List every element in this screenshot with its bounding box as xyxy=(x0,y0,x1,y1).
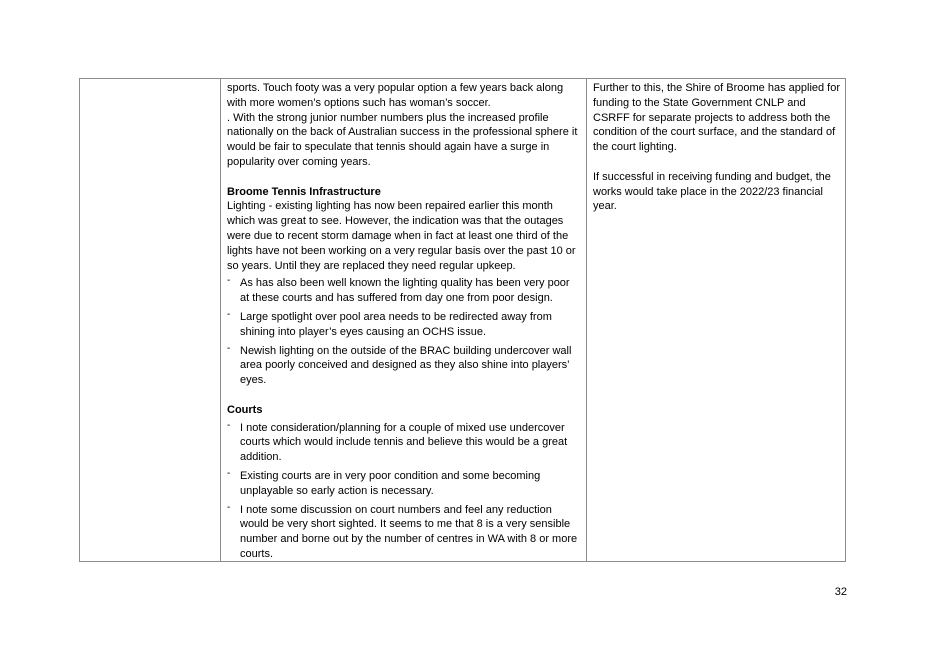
list-item: - I note some discussion on court numbers and feel any reduction would be very short sighted. It seems to me that 8 is a very sensible number and borne out by the number of centres in WA with 8 or more courts. xyxy=(227,501,578,560)
infrastructure-heading: Broome Tennis Infrastructure xyxy=(227,185,381,198)
courts-heading: Courts xyxy=(227,403,263,416)
response-paragraph-2: If successful in receiving funding and budget, the works would take place in the 2022/23 financial year. xyxy=(593,170,831,213)
list-item: - As has also been well known the lighting quality has been very poor at these courts and has suffered from day one from poor design. xyxy=(227,275,570,305)
intro-paragraph-1: sports. Touch footy was a very popular option a few years back along with more women’s options such has woman’s soccer. xyxy=(227,82,564,109)
submission-table-row xyxy=(79,78,846,562)
intro-paragraph-2: . With the strong junior number numbers plus the increased profile nationally on the back of Australian success in the professional sphere it would be fair to speculate that tennis should again have a surge in popularity over coming years. xyxy=(227,111,578,168)
lighting-paragraph: Lighting - existing lighting has now been repaired earlier this month which was great to see. However, the indication was that the outages were due to recent storm damage when in fact at least one third of the lights have not been working on a very regular basis over the past 10 or so years. Until they are replaced they need regular upkeep. xyxy=(227,200,576,272)
list-item: - I note consideration/planning for a couple of mixed use undercover courts which would include tennis and believe this would be a great addition. xyxy=(227,419,568,464)
bullet-dash-icon: - xyxy=(227,467,231,479)
paragraph-spacer xyxy=(593,155,841,170)
shire-response-cell xyxy=(587,79,845,561)
submitter-cell xyxy=(80,79,221,561)
bullet-dash-icon: - xyxy=(227,501,231,513)
page-number: 32 xyxy=(834,586,847,598)
list-item: - Existing courts are in very poor condition and some becoming unplayable so early action is necessary. xyxy=(227,467,541,497)
list-item: - Large spotlight over pool area needs to be redirected away from shining into player’s eyes causing an OCHS issue. xyxy=(227,308,552,338)
bullet-dash-icon: - xyxy=(227,308,231,320)
submission-comment-cell xyxy=(221,79,587,561)
list-item: - Newish lighting on the outside of the BRAC building undercover wall area poorly conceived and designed as they also shine into players’ eyes. xyxy=(227,342,572,387)
bullet-dash-icon: - xyxy=(227,419,231,431)
bullet-dash-icon: - xyxy=(227,275,231,287)
lighting-bullet-list xyxy=(227,276,581,388)
response-paragraph-1: Further to this, the Shire of Broome has applied for funding to the State Government CNLP and CSRFF for separate projects to address both the condition of the court surface, and the standard of the court lighting. xyxy=(593,82,841,154)
courts-bullet-list xyxy=(227,421,581,562)
bullet-dash-icon: - xyxy=(227,342,231,354)
